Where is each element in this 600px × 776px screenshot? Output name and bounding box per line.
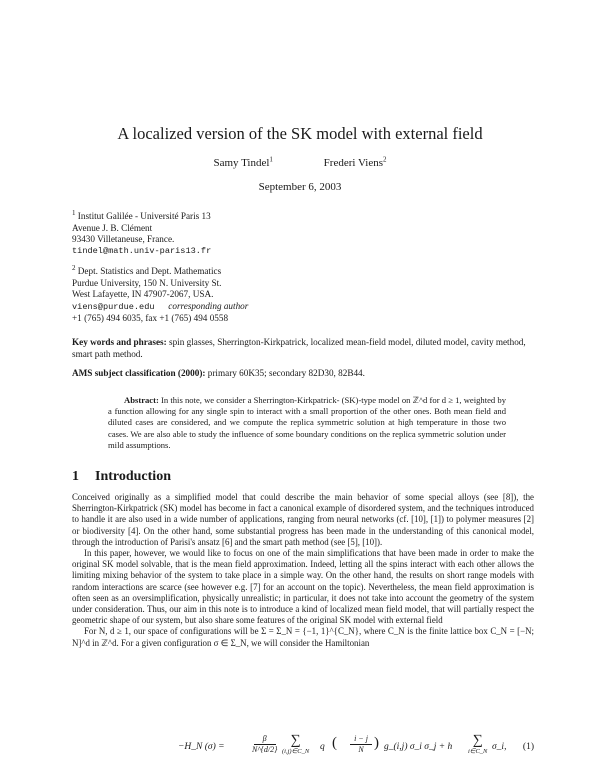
abstract: Abstract: In this note, we consider a Sherrington-Kirkpatrick- (SK)-type model on ℤ^d for d ≥ 1, weighted by a function allowing for any single spin to interact with a small proportion of the other ones. Both mean field and diluted cases are considered, and we compute the replica symmetric solution at high temperature in those two cases. We are also able to study the influence of some boundary conditions on the replica symmetric solution under mild assumptions. — [108, 395, 506, 450]
eq-fraction-2: i − j N — [350, 734, 372, 755]
keywords: Key words and phrases: spin glasses, Sherrington-Kirkpatrick, localized mean-field model, diluted model, cavity method, smart path method. — [72, 337, 526, 359]
paper-title: A localized version of the SK model with external field — [117, 124, 483, 143]
equation-number: (1) — [522, 742, 534, 752]
email-link-2[interactable]: viens@purdue.edu — [72, 301, 155, 312]
paragraph-1: Conceived originally as a simplified model that could describe the main behavior of some special alloys (see [8]), the Sherrington-Kirkpatrick (SK) model has become in fact a canonical example of disordered system, and the techniques introduced to handle it are also used in a wide number of applications, ranging from neural networks (cf. [10], [1]) to polymer measures [2] or biodiversity [4]. On the other hand, some substantial progress has been made in the understanding of this canonical model, through the introduction of Parisi's ansatz [6] and the smart path method (see [5], [10]). — [72, 492, 534, 547]
author-1: Samy Tindel$^1$ — [213, 155, 273, 169]
affiliation-2: $^2$ Dept. Statistics and Dept. Mathematics Purdue University, 150 N. University St. West Lafayette, IN 47907-2067, USA. viens@purdue.edu corresponding author +1 (765) 494 6035, fax +1 (765) 494 0558 — [72, 263, 249, 324]
email-link-1[interactable]: tindel@math.univ-paris13.fr — [72, 245, 212, 256]
paper-date: September 6, 2003 — [258, 181, 342, 193]
author-2: Frederi Viens$^2$ — [323, 155, 387, 169]
paragraph-3: For N, d ≥ 1, our space of configurations will be Σ = Σ_N = {−1, 1}^{C_N}, where C_N is the finite lattice box C_N = [−N; N]^d in ℤ^d. For a given configuration σ ∈ Σ_N, we will consider the Hamiltonian — [72, 626, 534, 648]
ams-classification: AMS subject classification (2000): primary 60K35; secondary 82D30, 82B44. — [72, 368, 365, 378]
eq-fraction: β N^{d/2} — [252, 734, 278, 754]
eq-sum-2: ∑ i∈C_N — [468, 733, 488, 755]
body-text — [72, 492, 534, 649]
section-heading: 1 Introduction — [72, 469, 171, 484]
equation-1: −H_N (σ) = β N^{d/2} ∑ (i,j)∈C_N q ( i − j N ) g_(i,j) σ_i σ_j + h ∑ i∈C_N σ_i, (1) — [178, 733, 534, 755]
paragraph-2: In this paper, however, we would like to focus on one of the main simplifications that have been made in order to make the original SK model solvable, that is the mean field approximation. Indeed, letting all the spins interact with each other allows the limiting mixing behavior of the system to take place in a simple way. On the other hand, the results on short range models with random interactions are scarce (see however e.g. [7] for an account on the topic). Nevertheless, the mean field approximation is often seen as an oversimplification, physically unrealistic; in particular, it does not take into account the geometry of the system under consideration. Thus, our aim in this note is to introduce a kind of localized mean field model, that will partially respect the geometric shape of our system, but also share some features of the original SK model with external field — [72, 548, 534, 626]
affiliation-1: $^1$ Institut Galilée - Université Paris 13 Avenue J. B. Clément 93430 Villetaneuse, France. tindel@math.univ-paris13.fr — [72, 211, 542, 257]
eq-sum-1: ∑ (i,j)∈C_N — [282, 733, 310, 755]
author-line — [0, 157, 600, 169]
